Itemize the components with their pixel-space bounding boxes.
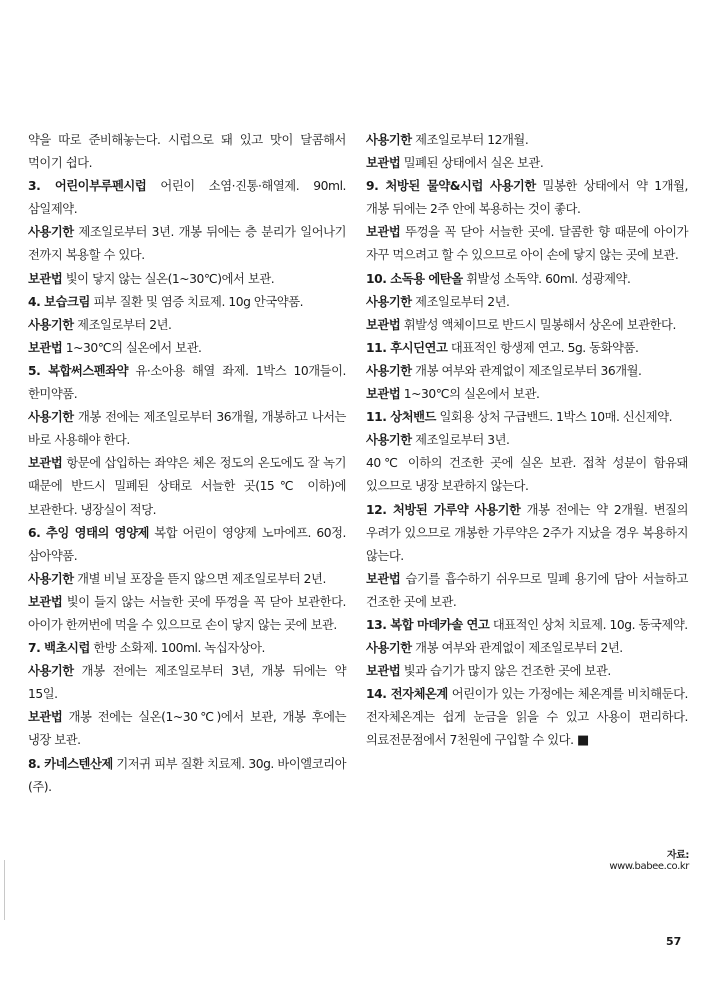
paragraph: 보관법 빛이 들지 않는 서늘한 곳에 뚜껑을 꼭 닫아 보관한다. 아이가 한꺼번에 먹을 수 있으므로 손이 닿지 않는 곳에 보관. (28, 594, 346, 632)
paragraph: 9. 처방된 물약&시럽 사용기한 밀봉한 상태에서 약 1개월, 개봉 뒤에는 2주 안에 복용하는 것이 좋다. (366, 179, 688, 217)
paragraph: 10. 소독용 에탄올 휘발성 소독약. 60ml. 성광제약. (366, 271, 631, 286)
paragraph: 보관법 뚜껑을 꼭 닫아 서늘한 곳에. 달콤한 향 때문에 아이가 자꾸 먹으려고 할 수 있으므로 아이 손에 닿지 않는 곳에 보관. (366, 225, 688, 263)
paragraph: 11. 상처밴드 일회용 상처 구급밴드. 1박스 10매. 신신제약. (366, 410, 673, 425)
paragraph: 13. 복합 마데카솔 연고 대표적인 상처 치료제. 10g. 동국제약. (366, 617, 688, 632)
paragraph: 사용기한 개봉 전에는 제조일로부터 36개월, 개봉하고 나서는 바로 사용해야 한다. (28, 410, 346, 448)
paragraph: 8. 카네스텐산제 기저귀 피부 질환 치료제. 30g. 바이엘코리아(주). (28, 756, 346, 794)
paragraph: 5. 복합써스펜좌약 유·소아용 해열 좌제. 1박스 10개들이. 한미약품. (28, 363, 346, 402)
right-column (366, 129, 688, 753)
paragraph: 11. 후시딘연고 대표적인 항생제 연고. 5g. 동화약품. (366, 340, 639, 355)
left-column (28, 129, 346, 799)
source-url: www.babee.co.kr (609, 861, 689, 872)
paragraph: 14. 전자체온계 어린이가 있는 가정에는 체온계를 비치해둔다. 전자체온계는 쉽게 눈금을 읽을 수 있고 사용이 편리하다. 의료전문점에서 7천원에 구입할 수 있다. ■ (366, 687, 688, 749)
source-credit (585, 846, 689, 872)
paragraph: 사용기한 개봉 여부와 관계없이 제조일로부터 36개월. (366, 363, 642, 378)
paragraph: 12. 처방된 가루약 사용기한 개봉 전에는 약 2개월. 변질의 우려가 있으므로 개봉한 가루약은 2주가 지났을 경우 복용하지 않는다. (366, 502, 689, 563)
paragraph: 7. 백초시럽 한방 소화제. 100ml. 녹십자상아. (28, 641, 265, 656)
paragraph: 사용기한 제조일로부터 2년. (28, 317, 172, 332)
paragraph: 3. 어린이부루펜시럽 어린이 소염·진통·해열제. 90ml. 삼일제약. (28, 179, 347, 217)
paragraph: 사용기한 제조일로부터 3년. 개봉 뒤에는 층 분리가 일어나기 전까지 복용할 수 있다. (28, 225, 346, 263)
paragraph: 사용기한 개별 비닐 포장을 뜯지 않으면 제조일로부터 2년. (28, 571, 326, 586)
paragraph: 보관법 항문에 삽입하는 좌약은 체온 정도의 온도에도 잘 녹기 때문에 반드시 밀폐된 상태로 서늘한 곳(15℃ 이하)에 보관한다. 냉장실이 적당. (28, 456, 346, 517)
paragraph: 보관법 1~30℃의 실온에서 보관. (366, 387, 540, 402)
paragraph: 사용기한 제조일로부터 2년. (366, 294, 510, 309)
paragraph: 보관법 빛과 습기가 많지 않은 건조한 곳에 보관. (366, 664, 611, 679)
paragraph: 보관법 빛이 닿지 않는 실온(1~30℃)에서 보관. (28, 271, 275, 286)
end-mark-icon: ■ (577, 733, 589, 749)
paragraph: 40℃ 이하의 건조한 곳에 실온 보관. 접착 성분이 함유돼 있으므로 냉장 보관하지 않는다. (366, 456, 688, 494)
paragraph: 사용기한 개봉 전에는 제조일로부터 3년, 개봉 뒤에는 약 15일. (28, 664, 346, 702)
paragraph: 사용기한 제조일로부터 12개월. (366, 133, 529, 147)
paragraph: 약을 따로 준비해놓는다. 시럽으로 돼 있고 맛이 달콤해서 먹이기 쉽다. (28, 133, 346, 171)
paragraph: 4. 보습크림 피부 질환 및 염증 치료제. 10g 안국약품. (28, 294, 304, 309)
paragraph: 보관법 습기를 흡수하기 쉬우므로 밀폐 용기에 담아 서늘하고 건조한 곳에 보관. (366, 571, 688, 609)
source-label: 자료: (666, 850, 689, 861)
paragraph: 사용기한 개봉 여부와 관계없이 제조일로부터 2년. (366, 641, 623, 656)
paragraph: 6. 추잉 영태의 영양제 복합 어린이 영양제 노마에프. 60정. 삼아약품. (28, 525, 346, 563)
paragraph: 사용기한 제조일로부터 3년. (366, 433, 510, 448)
paragraph: 보관법 휘발성 액체이므로 반드시 밀봉해서 상온에 보관한다. (366, 317, 676, 332)
paragraph: 보관법 밀폐된 상태에서 실온 보관. (366, 156, 544, 171)
paragraph: 보관법 1~30℃의 실온에서 보관. (28, 340, 202, 355)
paragraph: 보관법 개봉 전에는 실온(1~30℃)에서 보관, 개봉 후에는 냉장 보관. (28, 710, 346, 748)
page-number: 57 (666, 935, 682, 948)
gutter-rule (4, 860, 5, 920)
